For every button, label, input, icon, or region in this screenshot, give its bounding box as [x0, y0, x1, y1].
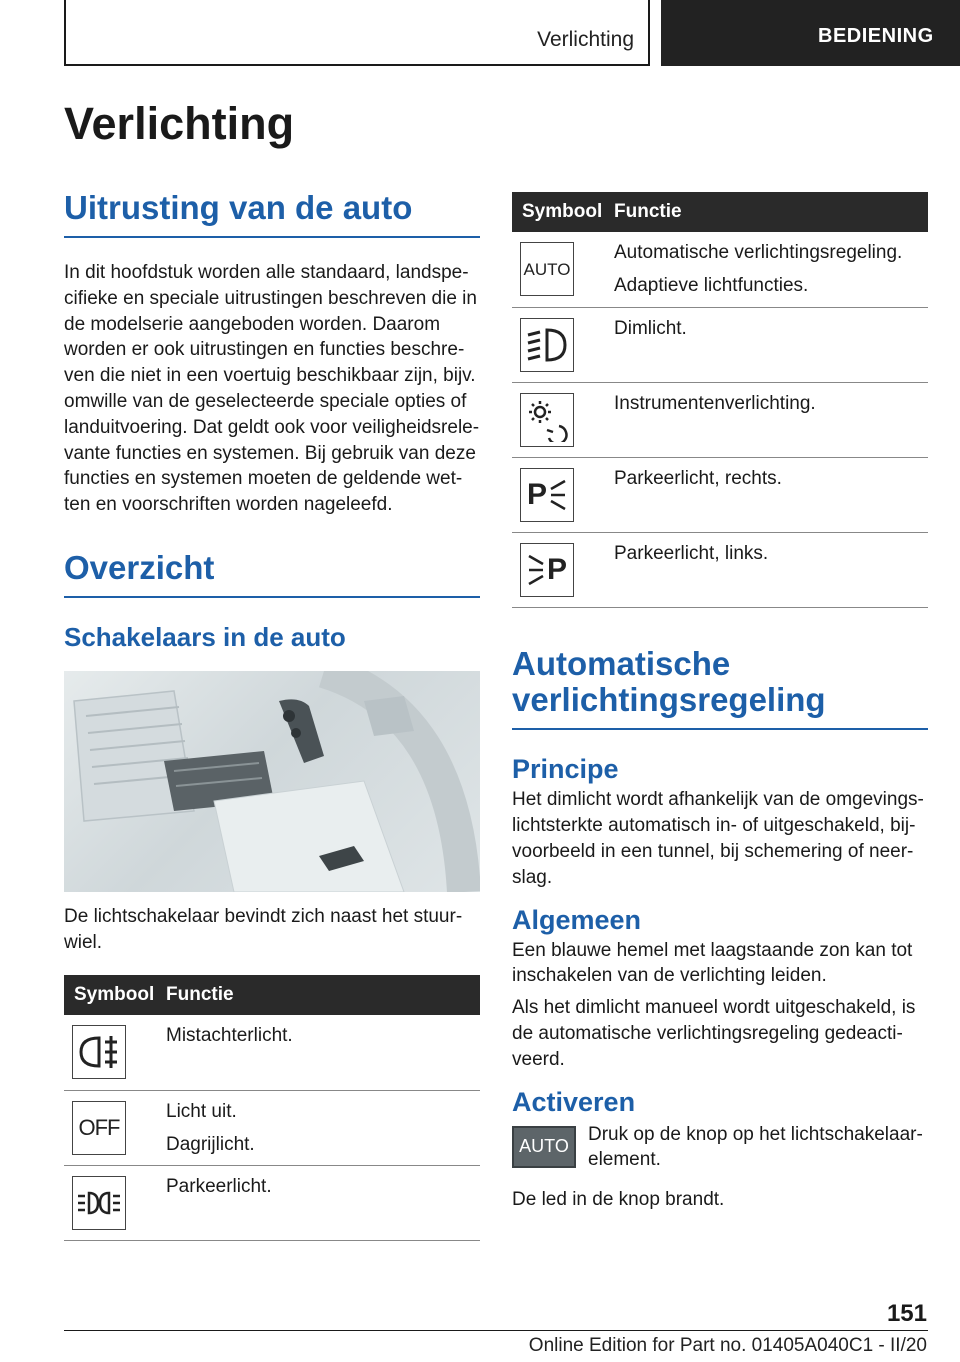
subheading-algemeen: Algemeen	[512, 904, 642, 935]
activeren-row	[512, 1122, 928, 1174]
column-header-function: Functie	[614, 192, 928, 232]
auto-button-icon	[512, 1126, 576, 1168]
principe-paragraph: Het dimlicht wordt afhankelijk van de omgevings-lichtsterkte automatisch in- of uitgeschakeld, bij-voorbeeld in een tunnel, bij schemering of neer-slag.	[512, 789, 924, 888]
parking-light-left-icon-letter: P	[546, 553, 567, 586]
function-text: Dimlicht.	[614, 317, 687, 339]
section-heading-overview: Overzicht	[64, 550, 480, 598]
algemeen-paragraph-2: Als het dimlicht manueel wordt uitgeschakeld, is de automatische verlichtingsregeling gedeacti-veerd.	[512, 997, 916, 1070]
header-chapter-tab	[661, 0, 960, 66]
footer-edition: Online Edition for Part no. 01405A040C1 - II/20	[528, 1335, 927, 1356]
auto-light-icon	[520, 242, 574, 296]
table-row	[512, 382, 928, 457]
table-row	[64, 1090, 480, 1165]
column-header-symbol: Symbool	[64, 975, 166, 1015]
lights-off-icon	[72, 1101, 126, 1155]
table-row	[512, 532, 928, 607]
photo-caption: De lichtschakelaar bevindt zich naast het stuur-wiel.	[64, 905, 463, 953]
symbol-table-right	[512, 192, 928, 608]
low-beam-icon	[520, 318, 574, 372]
page-number: 151	[886, 1300, 927, 1327]
table-row	[512, 307, 928, 382]
page-title: Verlichting	[64, 98, 295, 149]
function-text: Mistachterlicht.	[166, 1025, 293, 1047]
table-row	[64, 1165, 480, 1240]
dashboard-photo	[64, 671, 480, 892]
subheading-activeren: Activeren	[512, 1086, 636, 1117]
table-row	[512, 232, 928, 307]
right-column	[512, 192, 928, 1213]
lights-off-icon-text: OFF	[78, 1115, 120, 1141]
parking-light-right-icon-letter: P	[526, 478, 547, 511]
function-text: Parkeerlicht, rechts.	[614, 467, 782, 489]
function-text: Licht uit.	[166, 1100, 237, 1122]
section-heading-auto-lighting: Automatische verlichtingsregeling	[512, 646, 928, 731]
parking-light-icon	[72, 1176, 126, 1230]
rear-fog-light-icon	[72, 1025, 126, 1079]
function-text: Parkeerlicht, links.	[614, 542, 769, 564]
subheading-switches: Schakelaars in de auto	[64, 621, 346, 652]
algemeen-paragraph-1: Een blauwe hemel met laagstaande zon kan tot inschakelen van de verlichting leiden.	[512, 939, 913, 987]
function-text: Instrumentenverlichting.	[614, 392, 816, 414]
auto-light-icon-text: AUTO	[523, 259, 571, 279]
column-header-function: Functie	[166, 975, 480, 1015]
header-section-title: Verlichting	[537, 28, 634, 51]
section-heading-equipment: Uitrusting van de auto	[64, 190, 480, 238]
activeren-paragraph: Druk op de knop op het lichtschakelaar-element.	[588, 1123, 923, 1171]
table-row	[512, 457, 928, 532]
final-paragraph: De led in de knop brandt.	[512, 1189, 725, 1211]
parking-light-right-icon	[520, 468, 574, 522]
function-text: Automatische verlichtingsregeling.	[614, 242, 903, 263]
left-column	[64, 190, 480, 1241]
column-header-symbol: Symbool	[512, 192, 614, 232]
footer-divider	[64, 1330, 928, 1331]
function-text: Adaptieve lichtfuncties.	[614, 275, 809, 296]
instrument-lighting-icon	[520, 393, 574, 447]
parking-light-left-icon	[520, 543, 574, 597]
function-text: Parkeerlicht.	[166, 1175, 272, 1197]
table-header-row	[64, 975, 480, 1015]
auto-button-label: AUTO	[519, 1136, 569, 1157]
table-row	[64, 1015, 480, 1090]
header-chapter-label: BEDIENING	[818, 24, 934, 47]
table-header-row	[512, 192, 928, 232]
function-text: Dagrijlicht.	[166, 1133, 255, 1155]
subheading-principe: Principe	[512, 754, 619, 785]
symbol-table-left	[64, 975, 480, 1241]
light-switch-illustration	[64, 671, 480, 892]
equipment-paragraph: In dit hoofdstuk worden alle standaard, landspe-cifieke en speciale uitrustingen beschreven die in de modelserie aangeboden worden. Daarom worden er ook uitrustingen en functies beschre-ven die niet in een voertuig beschikbaar zijn, bijv. omwille van de geselecteerde speciale opties of landuitvoering. Dat geldt ook voor veiligheidsrele-vante functies en systemen. Bij gebruik van deze functies en systemen moeten de geldende wet-ten en voorschriften worden nageleefd.	[64, 261, 480, 516]
